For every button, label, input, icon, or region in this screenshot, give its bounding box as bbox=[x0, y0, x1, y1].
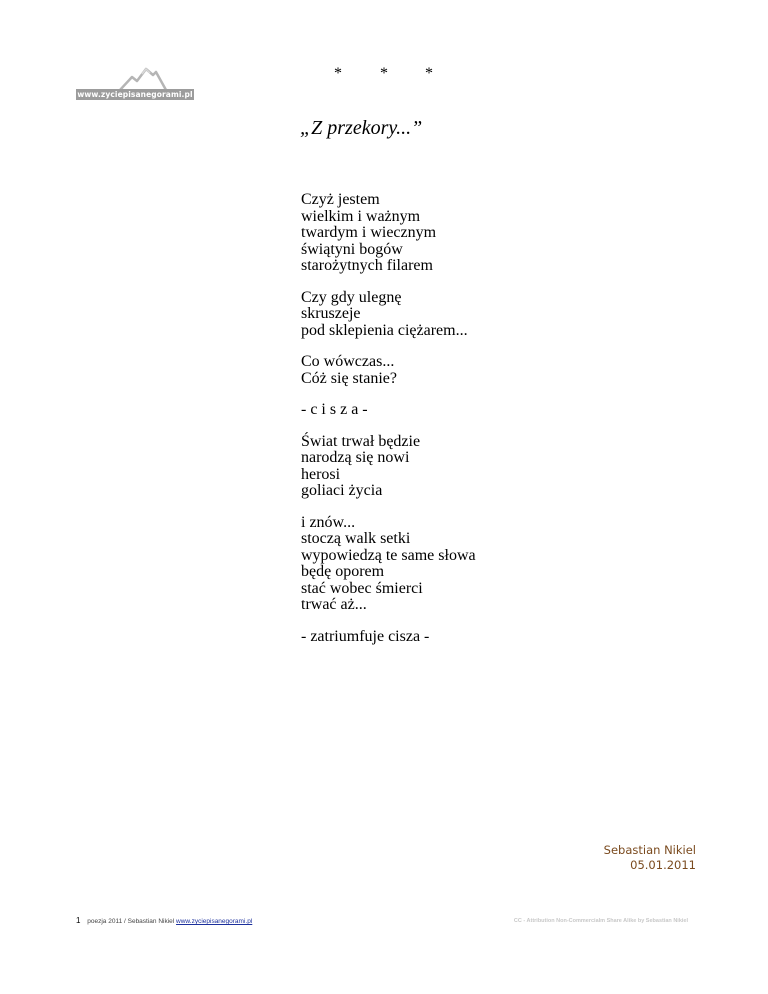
asterisk: * bbox=[334, 65, 342, 82]
poem-line: wielkim i ważnym bbox=[301, 207, 421, 225]
poem-line: będę oporem bbox=[301, 563, 385, 580]
poem-line: herosi bbox=[301, 465, 341, 483]
page-number: 1 bbox=[76, 916, 81, 925]
poem-stanza bbox=[301, 192, 476, 275]
poem-line: świątyni bogów bbox=[301, 240, 403, 258]
poem-line: goliaci życia bbox=[301, 482, 383, 499]
poem-line: i znów... bbox=[301, 513, 356, 531]
poem-line: wypowiedzą te same słowa bbox=[301, 546, 476, 564]
poem-line: narodzą się nowi bbox=[301, 449, 410, 466]
signature-date: 05.01.2011 bbox=[630, 858, 696, 872]
poem-stanza bbox=[301, 402, 476, 419]
poem-line: Czyż jestem bbox=[301, 191, 380, 208]
poem-stanza bbox=[301, 434, 476, 500]
logo-text: www.zyciepisanegorami.pl bbox=[77, 90, 193, 99]
poem-line: Świat trwał będzie bbox=[301, 432, 421, 450]
poem-line: Cóż się stanie? bbox=[301, 369, 397, 387]
poem-stanza bbox=[301, 629, 476, 646]
poem-stanza bbox=[301, 290, 476, 340]
footer-credit: poezja 2011 / Sebastian Nikiel bbox=[87, 918, 175, 925]
footer-website-link[interactable]: www.zyciepisanegorami.pl bbox=[176, 918, 253, 925]
poem-title: „Z przekory...” bbox=[300, 117, 423, 139]
poem-line: stać wobec śmierci bbox=[301, 579, 423, 597]
signature-block bbox=[604, 843, 696, 873]
poem-line: stoczą walk setki bbox=[301, 530, 411, 547]
poem-body bbox=[301, 192, 476, 660]
poem-line: twardym i wiecznym bbox=[301, 224, 437, 241]
poem-line: trwać aż... bbox=[301, 596, 367, 613]
poem-line: skruszeje bbox=[301, 305, 361, 322]
decorative-asterisks bbox=[0, 64, 768, 84]
poem-stanza bbox=[301, 354, 476, 387]
poem-line: - c i s z a - bbox=[301, 401, 368, 418]
poem-line: pod sklepienia ciężarem... bbox=[301, 321, 468, 339]
footer-left bbox=[76, 916, 252, 925]
license-note: CC - Attribution Non-Commercialm Share Alike by Sebastian Nikiel bbox=[513, 918, 688, 924]
asterisk: * bbox=[425, 65, 433, 82]
poem-line: Czy gdy ulegnę bbox=[301, 288, 402, 306]
author-name: Sebastian Nikiel bbox=[603, 843, 696, 857]
poem-line: starożytnych filarem bbox=[301, 257, 433, 274]
poem-stanza bbox=[301, 515, 476, 614]
asterisk: * bbox=[380, 65, 388, 82]
poem-line: Co wówczas... bbox=[301, 353, 395, 370]
poem-line: - zatriumfuje cisza - bbox=[301, 627, 430, 645]
